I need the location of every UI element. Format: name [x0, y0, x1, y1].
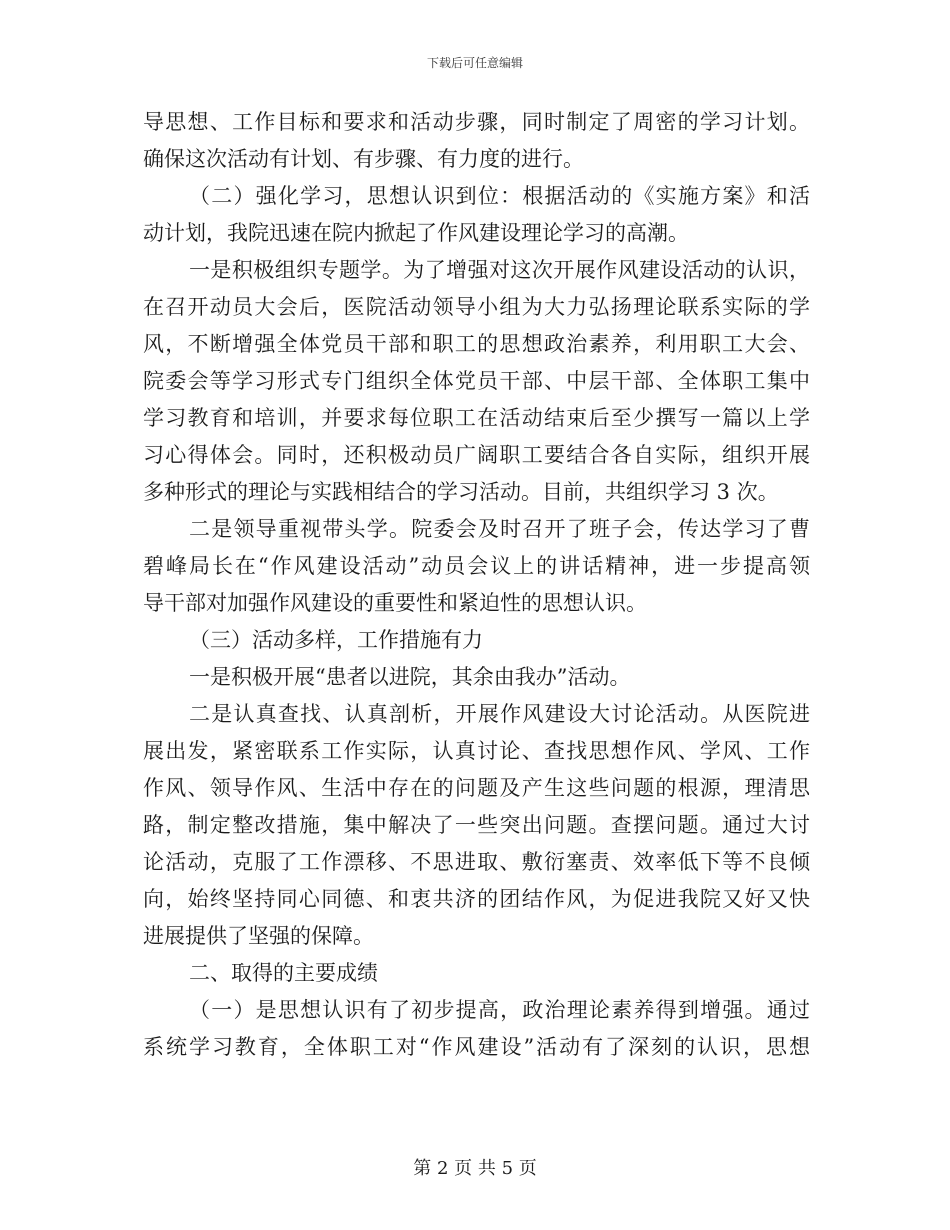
text-line: 院委会等学习形式专门组织全体党员干部、中层干部、全体职工集中 [143, 369, 810, 393]
text-line: 作风、领导作风、生活中存在的问题及产生这些问题的根源，理清思 [143, 776, 810, 800]
text-line: 论活动，克服了工作漂移、不思进取、敷衍塞责、效率低下等不良倾 [143, 850, 810, 874]
text-line: 多种形式的理论与实践相结合的学习活动。目前，共组织学习 3 次。 [143, 480, 779, 504]
text-line: 一是积极开展“患者以进院，其余由我办”活动。 [189, 665, 631, 689]
text-line: 碧峰局长在“作风建设活动”动员会议上的讲话精神，进一步提高领 [143, 554, 810, 578]
text-line: 习心得体会。同时，还积极动员广阔职工要结合各自实际，组织开展 [143, 443, 810, 467]
text-line: 一是积极组织专题学。为了增强对这次开展作风建设活动的认识， [189, 258, 810, 282]
text-line: 在召开动员大会后，医院活动领导小组为大力弘扬理论联系实际的学 [143, 295, 810, 319]
text-line: 二、取得的主要成绩 [189, 961, 378, 985]
text-line: 展出发，紧密联系工作实际，认真讨论、查找思想作风、学风、工作 [143, 739, 810, 763]
text-line: 学习教育和培训，并要求每位职工在活动结束后至少撰写一篇以上学 [143, 406, 810, 430]
text-line: 向，始终坚持同心同德、和衷共济的团结作风，为促进我院又好又快 [143, 887, 810, 911]
text-line: 风，不断增强全体党员干部和职工的思想政治素养，利用职工大会、 [143, 332, 810, 356]
text-line: 导干部对加强作风建设的重要性和紧迫性的思想认识。 [143, 591, 647, 615]
text-line: 二是领导重视带头学。院委会及时召开了班子会，传达学习了曹 [189, 517, 810, 541]
text-line: 系统学习教育，全体职工对“作风建设”活动有了深刻的认识，思想 [143, 1035, 810, 1059]
text-line: 二是认真查找、认真剖析，开展作风建设大讨论活动。从医院进 [189, 702, 810, 726]
page-number: 第 2 页 共 5 页 [413, 1158, 537, 1179]
text-line: （一）是思想认识有了初步提高，政治理论素养得到增强。通过 [189, 998, 810, 1022]
text-line: 导思想、工作目标和要求和活动步骤，同时制定了周密的学习计划。 [143, 110, 810, 134]
text-line: （三）活动多样，工作措施有力 [189, 628, 483, 652]
text-line: 路，制定整改措施，集中解决了一些突出问题。查摆问题。通过大讨 [143, 813, 810, 837]
text-line: （二）强化学习，思想认识到位：根据活动的《实施方案》和活 [189, 184, 810, 208]
text-line: 进展提供了坚强的保障。 [143, 924, 374, 948]
text-line: 确保这次活动有计划、有步骤、有力度的进行。 [143, 147, 584, 171]
page-header: 下载后可任意编辑 [426, 56, 523, 70]
document-body [143, 104, 810, 1066]
text-line: 动计划，我院迅速在院内掀起了作风建设理论学习的高潮。 [143, 221, 689, 245]
